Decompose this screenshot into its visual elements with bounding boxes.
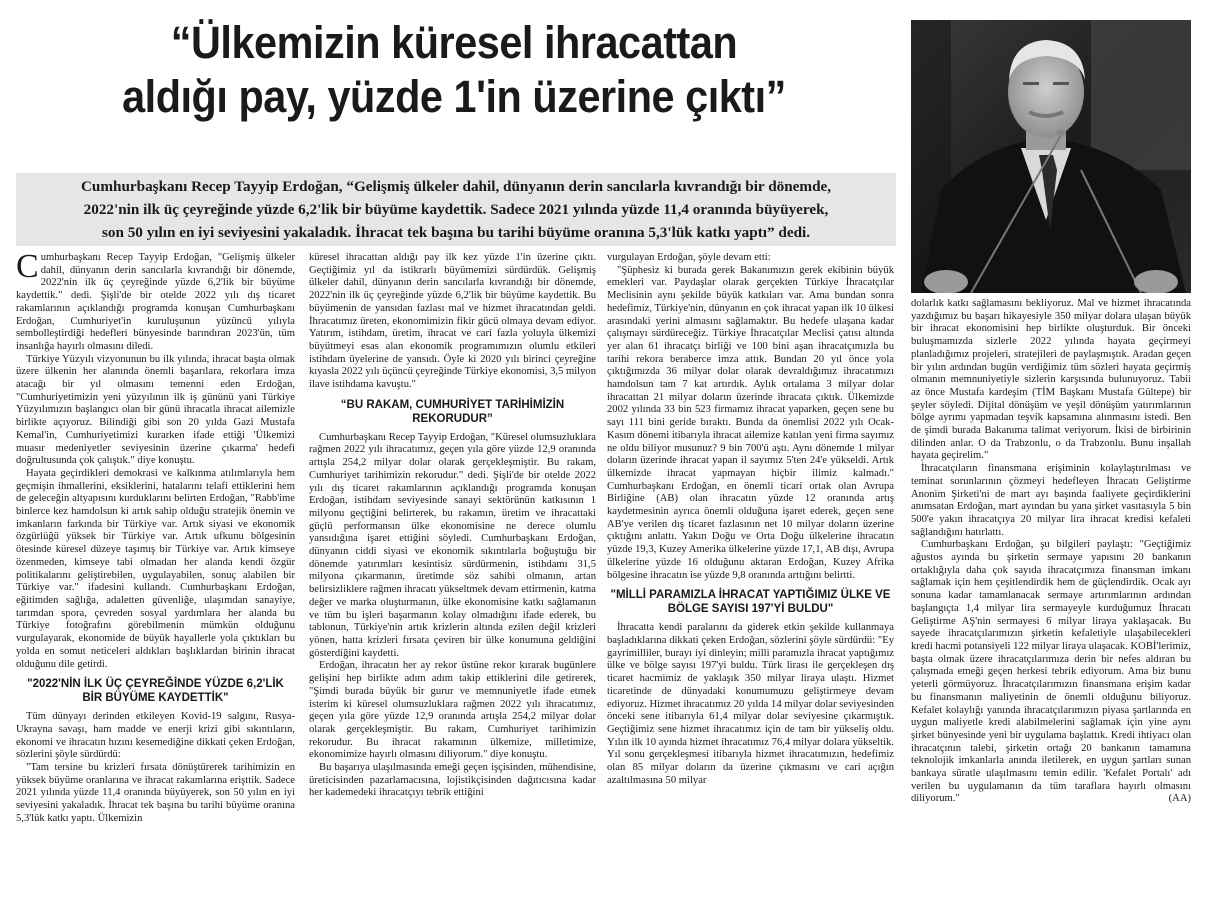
headline-line-2: aldığı pay, yüzde 1'in üzerine çıktı” [122, 71, 786, 122]
subheading: "MİLLİ PARAMIZLA İHRACAT YAPTIĞIMIZ ÜLKE VE BÖLGE SAYISI 197'Yİ BULDU" [610, 589, 891, 616]
paragraph: Bu başarıya ulaşılmasında emeği geçen işçisinden, mühendisine, üreticisinden pazarlamacısına, lojistikçisinden dağıtıcısına kadar her kademedeki ihracatçıyı tebrik ettiğini [309, 762, 596, 799]
paragraph [16, 248, 295, 354]
paragraph: Tüm dünyayı derinden etkileyen Kovid-19 salgını, Rusya-Ukrayna savaşı, ham madde ve enerji krizi gibi sıkıntıların, ekonomi ve ihracatın hızını kesemediğine dikkati çeken Erdoğan, sözlerini şöyle sürdürdü: [16, 711, 295, 761]
paragraph: Türkiye Yüzyılı vizyonunun bu ilk yılında, ihracat başta olmak üzere ülkenin her alanında önemli başarılara, rekorlara imza atacağı bir yıl olmasını temenni eden Erdoğan, "Cumhuriyetimizin yeni yüzyılının ilk iş gününü yani Türkiye Yüzyılımızın başlangıcı olan bir günü ihracatla ihracat ailemizle birlikte açıyoruz. Bilindiği gibi son 20 yılda Gazi Mustafa Kemal'in, Cumhuriyetimizi kurarken ifade ettiği 'Ülkemizi muasır medeniyetler seviyesinin üzerine çıkarma' hedefi doğrultusunda çok çalıştık." diye konuştu. [16, 353, 295, 467]
paragraph: "Tam tersine bu krizleri fırsata dönüştürerek tarihimizin en yüksek büyüme oranlarına ve ihracat rakamlarına erişttik. Sadece 2021 yılında yüzde 11,4 oranında büyüyerek, son 50 yılın en iyi seviyesini yakaladık. İhracat tek başına bu tarihi büyüme oranına 5,3'lük katkı yaptı. Ülkemizin [16, 762, 295, 824]
lead-line-2: 2022'nin ilk üç çeyreğinde yüzde 6,2'lik bir büyüme kaydettik. Sadece 2021 yılında yüzde 11,4 oranında büyüyerek, [83, 201, 829, 218]
paragraph: İhracatçıların finansmana erişiminin kolaylaştırılması ve teminat sorunlarının çözmeyi hedefleyen İhracatı Geliştirme Anonim Şirketi'ni de mart ayı başında faaliyete geçirdiklerini anımsatan Erdoğan, mart ayından bu yana şirket vasıtasıyla 5 bin 500'e yakın ihracatçıya 20 milyar lira ihracat kredisi kefaleti sağlandığını hatırlattı. [911, 463, 1191, 538]
paragraph-text: umhurbaşkanı Recep Tayyip Erdoğan, "Gelişmiş ülkeler dahil, dünyanın derin sancılarla kıvrandığı bir dönemde, 2022'nin ilk üç çeyreğinde yüzde 6,2'lik bir büyüme kaydettik." dedi. Şişli'de bir otelde 2022 yılı dış ticaret rakamlarının açıklandığı programda konuşan Cumhurbaşkanı Erdoğan, Cumhuriyet'in kuruluşunun yüzüncü yılıyla sembolleştirdiği hedefleri bünyesinde barındıran 2023'ün, tüm insanlığa hayırlı olmasını diledi. [16, 252, 295, 352]
article-column-3 [607, 252, 894, 892]
article-column-4 [911, 298, 1191, 893]
drop-cap: C [16, 248, 39, 285]
paragraph: Cumhurbaşkanı Recep Tayyip Erdoğan, "Küresel olumsuzluklara rağmen 2022 yılı ihracatımız, geçen yıla göre yüzde 12,9 oranında artışla 254,2 milyar dolar olarak gerçekleşmiştir. Bu rakam, Cumhuriyet tarihimizin rekorudur." dedi. Şişli'de bir otelde 2022 yılı dış ticaret rakamlarının açıklandığı programda konuşan Erdoğan, istihdam seviyesinde sanayi sektörünün katkısının 1 milyonu geçtiğini belirterek, bu rakamın, üretim ve ihracattaki güçlü performansın ülke ekonomisine ne derece olumlu yansıdığına işaret ettiğini söyledi. Cumhurbaşkanı Erdoğan, dünyanın ciddi siyasi ve ekonomik sıkıntılarla boğuştuğu bir dönemde yatırımları kesintisiz sürdürmenin, istihdamı 31,5 milyona çıkarmanın, üretimde söz sahibi olmanın, artan belirsizliklere rağmen ihracatı yükseltmek devam ettirmenin, katma değer ve marka oluşturmanın, ülke ekonomisine katkı sağlamanın ve tüm bu işleri başarmanın kolay olmadığını ifade ederek, bu tablonun, Türkiye'nin artık krizlerin altında ezilen değil krizleri yönen, hatta krizleri fırsata çeviren bir ülke konumuna geldiğini gösterdiğini kaydetti. [309, 431, 596, 659]
lead-line-3: son 50 yılın en iyi seviyesini yakaladık. İhracat tek başına bu tarihi büyüme oranına 5,3'lük katkı yaptı” dedi. [101, 224, 811, 241]
president-portrait-icon [911, 20, 1191, 293]
headline [49, 16, 859, 124]
article-column-2 [309, 252, 596, 892]
paragraph: küresel ihracattan aldığı pay ilk kez yüzde 1'in üzerine çıktı. Geçtiğimiz yıl da istikrarlı büyümemizi sürdürdük. Gelişmiş ülkeler dahil, dünyanın derin sancılarla kıvrandığı bir dönemde, 2022'nin ilk üç çeyreğinde yüzde 6,2'lik bir büyüme kaydettik. Bu büyümenin de yansıdan fazlası mal ve hizmet ihracatından geldi. İhracatımız üreten, ekonomimizin fikir gücü olmaya devam ediyor. Yatırım, istihdam, üretim, ihracat ve cari fazla yoluyla ülkemizi büyütmeyi esas alan ekonomik programımızın olumlu etkileri istihdam üyelerine de yansıdı. Öyle ki 2020 yılı birinci çeyreğine kıyasla 2022 yılı üçüncü çeyreğinde Türkiye ekonomisi, 3,5 milyon ilave istihdama kavuştu." [309, 252, 596, 391]
paragraph: İhracatta kendi paralarını da giderek etkin şekilde kullanmaya başladıklarına dikkati çeken Erdoğan, sözlerini şöyle sürdürdü: "Ey gayrimilliler, burayı iyi dinleyin; milli paramızla ihracat yaptığımız ülke ve bölge sayısı 197'yi buldu. Türk lirası ile gerçekleşen dış ticaret hacmimiz de yaklaşık 350 milyar liraya ulaştı. Hizmet ticaretinde de dünyadaki konumumuzu geliştirmeye devam ediyoruz. Hizmet ihracatımız 20 yılda 14 milyar dolar seviyesinden önceki sene itibarıyla 61,4 milyar dolar seviyesine çıkarmıştık. Geçtiğimiz sene hizmet ihracatımız için de tam bir yükseliş oldu. Yılın ilk 10 ayında hizmet ihracatımız 76,4 milyar dolara yükseltik. Yıl sonu gerçekleşmesi itibarıyla hizmet ihracatımızın, hedefimiz olan 85 milyar doların da üzerine çıkmasını ve cari açığın azaltılmasına 50 milyar [607, 622, 894, 786]
paragraph-text: Cumhurbaşkanı Erdoğan, şu bilgileri paylaştı: "Geçtiğimiz ağustos ayında bu şirketin sermaye yapısını 20 bankanın ortaklığıyla daha çok sayıda ihracatçımıza finansman imkanı sağlamak için hem çeşitlendirdik hem de güçlendirdik. Ocak ayı sonuna kadar tamamlanacak sermaye artırımlarının ardından başlangıçta 1,4 milyar lira sermayeyle kurduğumuz İhracatı Geliştirme AŞ'nin sermayesi 6 milyar liraya yaklaşacak. Bu sayede ihracatçılarımızın şirketin kefaletiyle ulaşabilecekleri kredi hacmi potansiyeli 122 milyar liraya ulaşacak. KOBİ'lerimiz, başta olmak üzere ihracatçılarımıza derin bir nefes aldıran bu çalışmada emeği geçen herkesi tebrik ediyorum. Ama biz bunu yeterli görmüyoruz. İhracatçılarımızın finansmana erişim kadar bu finansmanın maliyetinin de önemli olduğunu biliyoruz. Kefalet kolaylığı yanında ihracatçılarımızın piyasa şartlarında en uygun maliyetle kredi alabilmelerini sağlamak için yine aynı şirket bünyesinde yeni bir uygulama başlattık. Kredi ihtiyacı olan ihracatçının talebi, şirketin ortağı 20 bankanın tamamına teknolojik imkanlarla anında iletilerek, en uygun şartları sunan bankaya süratle ulaşılmasını temin edilir. 'Kefalet Portalı' adı verilen bu uygulamanın da tüm taraflara hayırlı olmasını diliyorum." [911, 539, 1191, 805]
lead-paragraph [16, 173, 896, 246]
paragraph: Hayata geçirdikleri demokrasi ve kalkınma atılımlarıyla hem geçmişin ihmallerini, eksiklerini, hatalarını telafi ettiklerini hem de geleceğin altyapısını kurduklarını belirten Erdoğan, "Rabb'ime binlerce kez hamdolsun ki artık sahip olduğu stratejik önemin ve imkanların farkında bir Türkiye var. Artık siyasi ve ekonomik özgürlüğü yüksek bir Türkiye var. Artık ufkunu bölgesinin ötesinde küresel düzeye taşımış bir Türkiye var. Artık kimseye özenmeden, kimseye tabi olmadan her alanda kendi özgür politikalarını geliştirebilen, uygulayabilen, sonuç alabilen bir Türkiye var." ifadesini kullandı. Cumhurbaşkanı Erdoğan, eğitimden sağlığa, adaletten güvenliğe, ulaşımdan sanayiye, tarımdan spora, çevreden sosyal yardımlara her alanda bu Türkiye fotoğrafını görebilmenin mümkün olduğunu vurgulayarak, ekonomide de büyük hayallerle yola çıktıkları bu yolda en somut neticeleri aldıkları başlıklardan birinin ihracat olduğunu dile getirdi. [16, 467, 295, 670]
headline-line-1: “Ülkemizin küresel ihracattan [170, 17, 738, 68]
article-column-1 [16, 248, 295, 892]
subheading: "2022'NİN İLK ÜÇ ÇEYREĞİNDE YÜZDE 6,2'LİK BİR BÜYÜME KAYDETTİK" [27, 678, 284, 705]
paragraph: "Şüphesiz ki burada gerek Bakanımızın gerek ekibinin büyük emekleri var. Paydaşlar olarak gerçekten Türkiye İhracatçılar Meclisinin aynı şekilde büyük katkıları var. Ama bundan sonra hedefimiz, Türkiye'nin, dünyanın en çok ihracat yapan ilk 10 ülkesi arasındaki yerini almasını sağlamaktır. Bu hedefe ulaşana kadar çalışmayı sürdüreceğiz. Türkiye İhracatçılar Meclisi çatısı altında yer alan 61 ihracatçı birliği ve 100 bini aşan ihracatçımızla bu tarihi rekora beraberce imza attık. Bundan 20 yıl önce yola çıktığımızda 36 milyar dolar olarak devraldığımız ihracatımızı hamdolsun tam 7 kat artırdık. Aylık ortalama 3 milyar dolar ihracattan 21 milyar doların üzerinde ihracata çıktık. Ülkemizde 2002 yılında 33 bin 523 firmamız ihracat yaparken, geçen sene bu sayı 111 bini geride bıraktı. Bunda da önemlisi 2022 yılı Ocak-Kasım dönemi itibarıyla ihracat ailemize katılan yeni firma sayımız ne oldu biliyor musunuz? 9 bin 700'ü aştı. Aynı dönemde 1 milyar doların üzerinde ihracat yapan il sayımız 5'ten 24'e yükseldi. Artık ülkemizde ihracat yapmayan hiçbir ilimiz kalmadı." Cumhurbaşkanı Erdoğan, en önemli ticari ortak olan Avrupa Birliğine (AB) olan ihracatın yüzde 12 oranında artış kaydetmesinin ayrıca önemli olduğuna işaret ederek, geçen sene AB'ye verilen dış ticaret fazlasının net 10 milyar doların üzerine çıktığını anlattı. Yakın Doğu ve Orta Doğu ülkelerine ihracatın yüzde 19,3, Kuzey Amerika ülkelerine yüzde 17,1, AB dışı, Avrupa ülkelerine yüzde 16 olduğunu aktaran Erdoğan, Kuzey Afrika bölgesine ihracatın ise yüzde 9,8 oranında arttığını belirtti. [607, 264, 894, 581]
paragraph [911, 539, 1191, 806]
president-photo [911, 20, 1191, 293]
paragraph: Erdoğan, ihracatın her ay rekor üstüne rekor kırarak bugünlere gelişini hep birlikte adım adım takip ettiklerini dile getirerek, "Şimdi burada büyük bir gurur ve memnuniyetle ifade etmek isterim ki küresel olumsuzluklara rağmen 2022 yılı ihracatımız, geçen yıla göre yüzde 12,9 oranında artışla 254,2 milyar dolar olarak gerçekleşmiştir. Bu rakam, Cumhuriyet tarihimizin rekorudur. Bu ihracat rakamının ülkemize, milletimize, ekonomimize hayırlı olmasını diliyorum." diye konuştu. [309, 660, 596, 761]
source-credit: (AA) [1168, 793, 1191, 805]
lead-line-1: Cumhurbaşkanı Recep Tayyip Erdoğan, “Gelişmiş ülkeler dahil, dünyanın derin sancılarla kıvrandığı bir dönemde, [80, 178, 832, 195]
subheading: “BU RAKAM, CUMHURİYET TARİHİMİZİN REKORUDUR” [340, 398, 565, 425]
paragraph: vurgulayan Erdoğan, şöyle devam etti: [607, 252, 771, 263]
paragraph: dolarlık katkı sağlamasını bekliyoruz. Mal ve hizmet ihracatında yazdığımız bu başarı hikayesiyle 350 milyar dolara ulaşan büyük bir ihracat ekonomisini hep birlikte oluşturduk. Bir önceki buluşmamızda sizlerle 2022 yılında hayata geçirmeyi planladığımız projeleri, stratejileri de paylaşmıştık. Aradan geçen bir yılın ardından bugün verdiğimiz tüm sözleri hayata geçirmiş olmanın memnuniyetiyle sizlerin karşısında bulunuyoruz. Tabii az önce Mustafa kardeşim (TİM Başkanı Mustafa Gültepe) bir şeyler söyledi. Dijital dönüşüm ve yeşil dönüşüm yatırımlarının bölge ayrımı yapmadan teşvik kapsamına alınmasını istedi. Ben de şimdi burada Bakanıma talimat veriyorum. İkisi de birbirinin dilinden anlar. O da Trabzonlu, o da Trabzonlu. Bunu inşallah hayata geçirelim." [911, 298, 1191, 462]
